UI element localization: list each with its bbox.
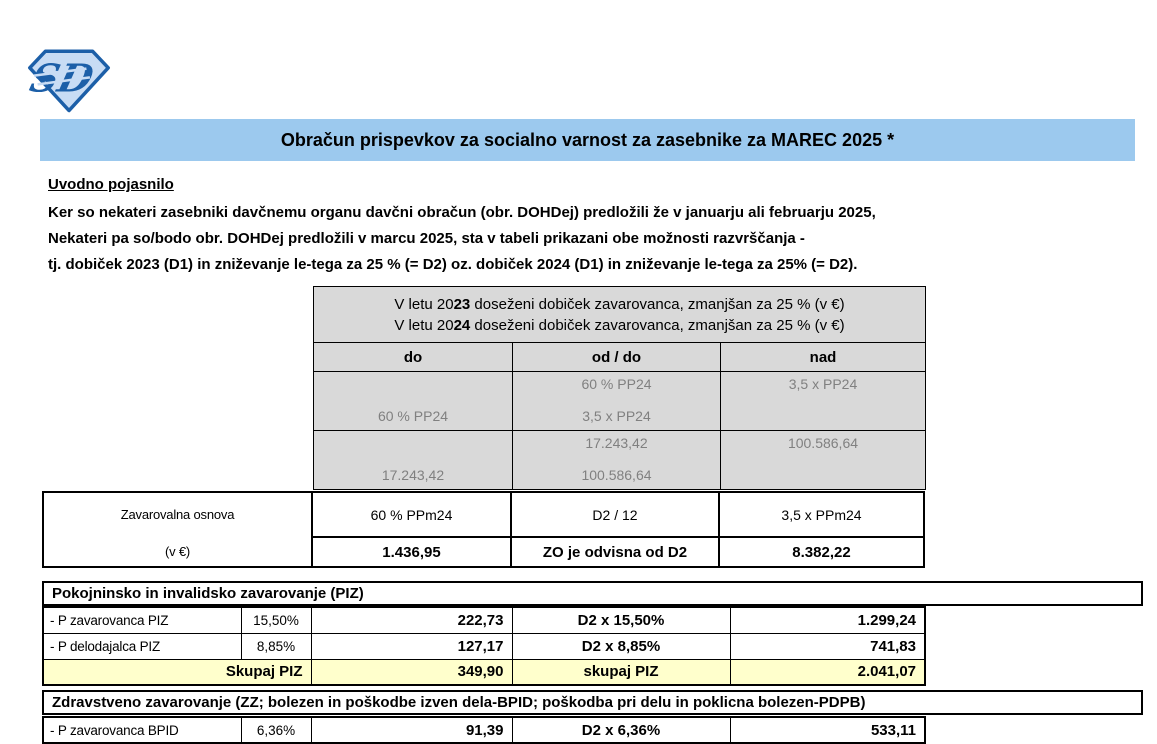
- profit-header-line-1: V letu 2023 doseženi dobiček zavarovanca, zmanjšan za 25 % (v €): [394, 295, 845, 313]
- insurance-base-label: Zavarovalna osnova: [120, 507, 235, 522]
- insurance-base-table: [42, 491, 925, 568]
- piz-row1-amount: 222,73: [311, 607, 512, 633]
- profit-table-header: [314, 287, 926, 343]
- band1-nad-cell: 3,5 x PP24: [721, 372, 926, 431]
- piz-row1-label: - P zavarovanca PIZ: [43, 607, 241, 633]
- piz-row2-rate: 8,85%: [241, 633, 311, 659]
- piz-row1-formula: D2 x 15,50%: [512, 607, 730, 633]
- piz-total-row: [43, 659, 925, 685]
- insurance-base-unit: (v €): [164, 543, 190, 559]
- intro-line-1: Ker so nekateri zasebniki davčnemu organu davčni obračun (obr. DOHDej) predložili že v januarju ali februarju 2025,: [48, 204, 876, 221]
- piz-total-formula: skupaj PIZ: [512, 659, 730, 685]
- zz-rows-table: [42, 716, 926, 744]
- piz-row2-amount2: 741,83: [730, 633, 925, 659]
- base-formula-do: 60 % PPm24: [312, 492, 511, 537]
- base-value-do: 1.436,95: [312, 537, 511, 567]
- zz-row1-rate: 6,36%: [241, 717, 311, 743]
- zz-row1-formula: D2 x 6,36%: [512, 717, 730, 743]
- band1-oddo-cell: 60 % PP24 3,5 x PP24: [513, 372, 721, 431]
- intro-paragraph: [48, 200, 876, 278]
- base-formula-nad: 3,5 x PPm24: [719, 492, 924, 537]
- document-title: Obračun prispevkov za socialno varnost za zasebnike za MAREC 2025 *: [280, 129, 895, 150]
- piz-total-amount2: 2.041,07: [730, 659, 925, 685]
- table-row: [43, 717, 925, 743]
- intro-line-2: Nekateri pa so/bodo obr. DOHDej predložili v marcu 2025, sta v tabeli prikazani obe možnosti razvrščanja -: [48, 230, 805, 247]
- sd-logo-letters: SD: [25, 55, 98, 102]
- table-row: [43, 633, 925, 659]
- zz-row1-amount: 91,39: [311, 717, 512, 743]
- table-row: [43, 607, 925, 633]
- piz-rows-table: [42, 606, 926, 686]
- zz-row1-amount2: 533,11: [730, 717, 925, 743]
- piz-row2-formula: D2 x 8,85%: [512, 633, 730, 659]
- profit-header-line-2: V letu 2024 doseženi dobiček zavarovanca, zmanjšan za 25 % (v €): [394, 316, 845, 334]
- intro-heading: Uvodno pojasnilo: [48, 176, 174, 193]
- piz-section-title: Pokojninsko in invalidsko zavarovanje (PIZ): [52, 585, 364, 602]
- piz-row1-amount2: 1.299,24: [730, 607, 925, 633]
- band1-do-cell: 60 % PP24: [314, 372, 513, 431]
- band2-oddo-cell: 17.243,42 100.586,64: [513, 431, 721, 490]
- base-formula-oddo: D2 / 12: [511, 492, 719, 537]
- zz-section-title: Zdravstveno zavarovanje (ZZ; bolezen in poškodbe izven dela-BPID; poškodba pri delu in poklicna bolezen-PDPB): [52, 694, 866, 711]
- col-header-od-do: od / do: [513, 343, 721, 372]
- col-header-do: do: [314, 343, 513, 372]
- zz-section-header: [42, 690, 1143, 715]
- piz-row1-rate: 15,50%: [241, 607, 311, 633]
- intro-line-3: tj. dobiček 2023 (D1) in zniževanje le-tega za 25 % (= D2) oz. dobiček 2024 (D1) in zniževanje le-tega za 25% (= D2).: [48, 256, 858, 273]
- piz-total-amount: 349,90: [311, 659, 512, 685]
- sd-logo: [24, 46, 114, 114]
- base-value-nad: 8.382,22: [719, 537, 924, 567]
- piz-section-header: [42, 581, 1143, 606]
- col-header-nad: nad: [721, 343, 926, 372]
- band2-do-cell: 17.243,42: [314, 431, 513, 490]
- document-title-bar: [40, 119, 1135, 161]
- profit-thresholds-table: [313, 286, 926, 490]
- year-2023: 23: [453, 295, 471, 313]
- piz-total-label: Skupaj PIZ: [43, 659, 311, 685]
- zz-row1-label: - P zavarovanca BPID: [43, 717, 241, 743]
- base-value-oddo: ZO je odvisna od D2: [511, 537, 719, 567]
- year-2024: 24: [453, 316, 471, 334]
- insurance-base-label-cell: [43, 492, 312, 567]
- piz-row2-label: - P delodajalca PIZ: [43, 633, 241, 659]
- piz-row2-amount: 127,17: [311, 633, 512, 659]
- band2-nad-cell: 100.586,64: [721, 431, 926, 490]
